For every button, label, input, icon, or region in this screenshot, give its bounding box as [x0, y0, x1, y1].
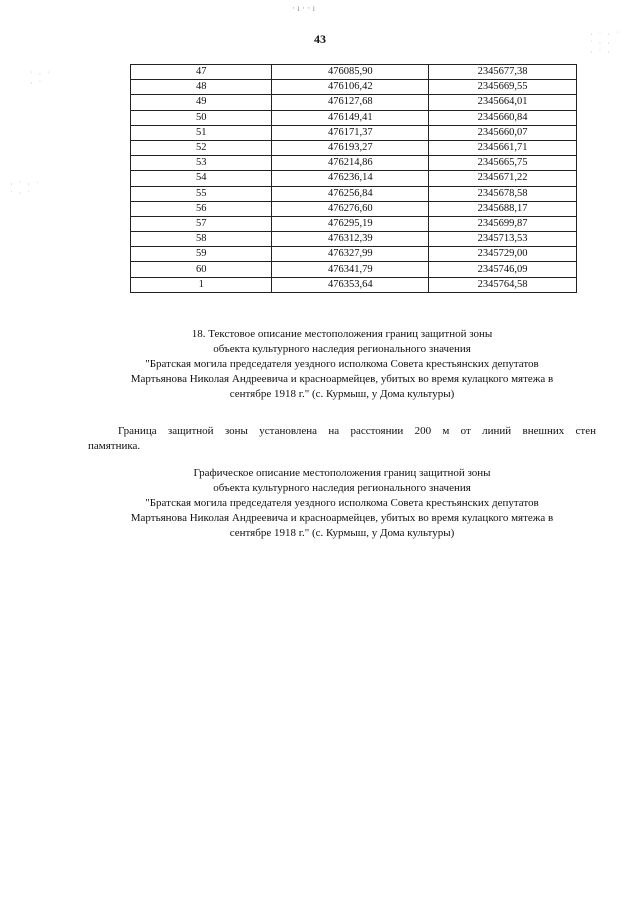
y-coordinate-cell: 2345764,58: [429, 277, 577, 292]
table-row: [131, 65, 577, 80]
y-coordinate-cell: 2345660,84: [429, 110, 577, 125]
point-number-cell: 57: [131, 216, 272, 231]
x-coordinate-cell: 476341,79: [272, 262, 429, 277]
y-coordinate-cell: 2345660,07: [429, 125, 577, 140]
y-coordinate-cell: 2345699,87: [429, 216, 577, 231]
graphic-description-line: Мартьянова Николая Андреевича и красноармейцев, убитых во время кулацкого мятежа в: [130, 512, 554, 524]
boundary-paragraph-line: памятника.: [88, 440, 141, 452]
y-coordinate-cell: 2345688,17: [429, 201, 577, 216]
point-number-cell: 47: [131, 65, 272, 80]
point-number-cell: 53: [131, 156, 272, 171]
table-row: [131, 80, 577, 95]
x-coordinate-cell: 476295,19: [272, 216, 429, 231]
graphic-description-line: объекта культурного наследия регионального значения: [213, 482, 471, 494]
y-coordinate-cell: 2345677,38: [429, 65, 577, 80]
point-number-cell: 60: [131, 262, 272, 277]
x-coordinate-cell: 476327,99: [272, 247, 429, 262]
point-number-cell: 59: [131, 247, 272, 262]
boundary-paragraph: [88, 424, 596, 454]
table-row: [131, 262, 577, 277]
y-coordinate-cell: 2345678,58: [429, 186, 577, 201]
x-coordinate-cell: 476256,84: [272, 186, 429, 201]
x-coordinate-cell: 476193,27: [272, 140, 429, 155]
table-row: [131, 247, 577, 262]
point-number-cell: 49: [131, 95, 272, 110]
x-coordinate-cell: 476106,42: [272, 80, 429, 95]
x-coordinate-cell: 476149,41: [272, 110, 429, 125]
point-number-cell: 51: [131, 125, 272, 140]
boundary-paragraph-line: Граница защитной зоны установлена на расстоянии 200 м от линий внешних стен: [118, 425, 596, 437]
y-coordinate-cell: 2345661,71: [429, 140, 577, 155]
x-coordinate-cell: 476353,64: [272, 277, 429, 292]
table-row: [131, 277, 577, 292]
table-row: [131, 156, 577, 171]
table-row: [131, 232, 577, 247]
x-coordinate-cell: 476085,90: [272, 65, 429, 80]
graphic-description-section: [88, 466, 596, 541]
table-row: [131, 125, 577, 140]
point-number-cell: 1: [131, 277, 272, 292]
table-row: [131, 171, 577, 186]
scan-artifact-left-mid: · ˙ · ˙ ˙ · ˙: [10, 180, 41, 198]
y-coordinate-cell: 2345713,53: [429, 232, 577, 247]
table-row: [131, 140, 577, 155]
text-description-line: "Братская могила председателя уездного исполкома Совета крестьянских депутатов: [145, 358, 539, 370]
table-row: [131, 186, 577, 201]
text-description-heading: 18. Текстовое описание местоположения границ защитной зоны: [191, 328, 493, 340]
scan-artifact-left: ˙ · ˙ · ˙: [30, 70, 52, 88]
x-coordinate-cell: 476312,39: [272, 232, 429, 247]
scan-artifact-top: · ı · · ı: [292, 3, 315, 13]
x-coordinate-cell: 476236,14: [272, 171, 429, 186]
table-row: [131, 201, 577, 216]
point-number-cell: 58: [131, 232, 272, 247]
point-number-cell: 56: [131, 201, 272, 216]
point-number-cell: 55: [131, 186, 272, 201]
point-number-cell: 48: [131, 80, 272, 95]
table-row: [131, 216, 577, 231]
coordinates-table: [130, 64, 577, 293]
point-number-cell: 50: [131, 110, 272, 125]
graphic-description-line: "Братская могила председателя уездного исполкома Совета крестьянских депутатов: [145, 497, 539, 509]
x-coordinate-cell: 476127,68: [272, 95, 429, 110]
y-coordinate-cell: 2345671,22: [429, 171, 577, 186]
graphic-description-heading: Графическое описание местоположения границ защитной зоны: [193, 467, 491, 479]
text-description-line: объекта культурного наследия регионального значения: [213, 343, 471, 355]
x-coordinate-cell: 476171,37: [272, 125, 429, 140]
y-coordinate-cell: 2345664,01: [429, 95, 577, 110]
text-description-line: Мартьянова Николая Андреевича и красноармейцев, убитых во время кулацкого мятежа в: [130, 373, 554, 385]
graphic-description-line: сентябре 1918 г." (с. Курмыш, у Дома культуры): [229, 527, 455, 539]
y-coordinate-cell: 2345729,00: [429, 247, 577, 262]
scan-artifact-right: · ˙ · ˙ ˙ · · · ˙ ·: [590, 30, 621, 57]
point-number-cell: 52: [131, 140, 272, 155]
x-coordinate-cell: 476276,60: [272, 201, 429, 216]
y-coordinate-cell: 2345669,55: [429, 80, 577, 95]
table-row: [131, 110, 577, 125]
text-description-line: сентябре 1918 г." (с. Курмыш, у Дома культуры): [229, 388, 455, 400]
table-row: [131, 95, 577, 110]
text-description-section: [88, 327, 596, 402]
y-coordinate-cell: 2345665,75: [429, 156, 577, 171]
y-coordinate-cell: 2345746,09: [429, 262, 577, 277]
point-number-cell: 54: [131, 171, 272, 186]
x-coordinate-cell: 476214,86: [272, 156, 429, 171]
page-number: 43: [314, 32, 326, 46]
